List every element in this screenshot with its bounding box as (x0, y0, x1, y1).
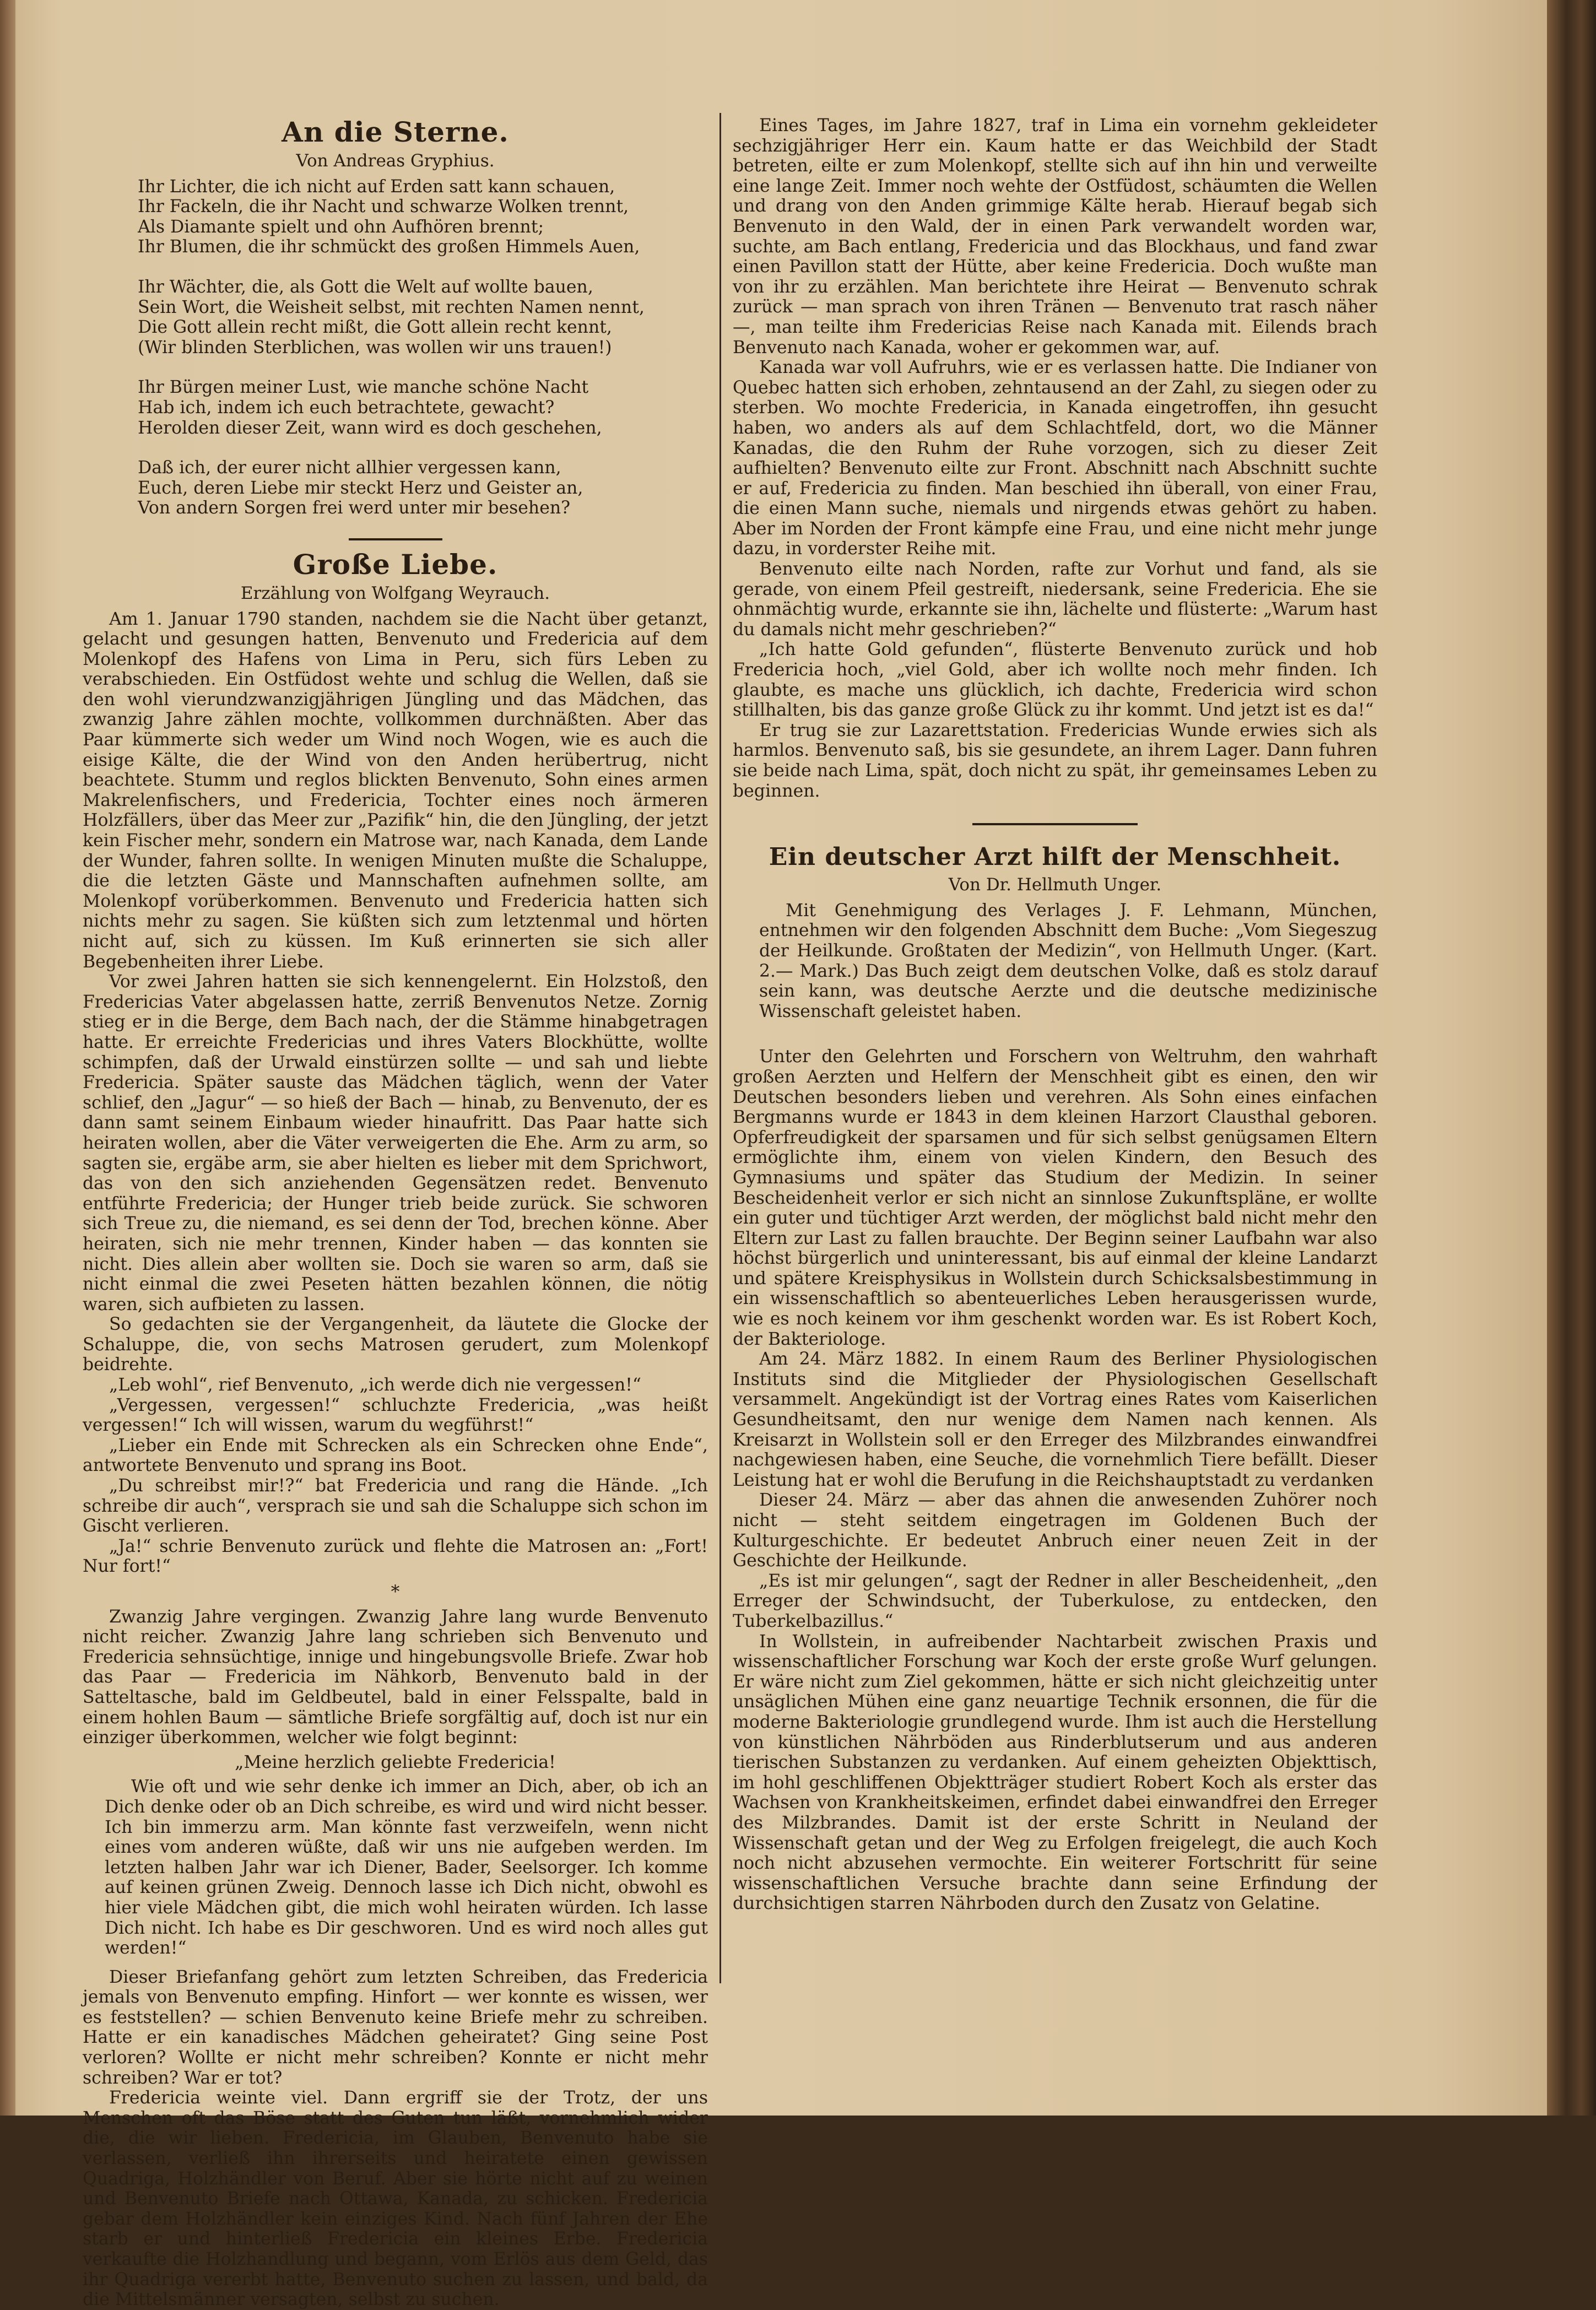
article-body (733, 1047, 1377, 1914)
poem-line: Hab ich, indem ich euch betrachtete, gewacht? (138, 397, 555, 418)
paragraph: „Es ist mir gelungen“, sagt der Redner in aller Bescheidenheit, „den Erreger der Schwindsucht, der Tuberkulose, zu entdecken, den Tuberkelbazillus.“ (733, 1571, 1377, 1631)
section-star: * (391, 1582, 400, 1602)
poem-line: Euch, deren Liebe mir steckt Herz und Geister an, (138, 478, 583, 498)
paragraph: „Vergessen, vergessen!“ schluchzte Fredericia, „was heißt vergessen!“ Ich will wissen, warum du wegführst!“ (83, 1395, 708, 1436)
story-section-b (83, 1607, 708, 1748)
poem-line: Daß ich, der eurer nicht allhier vergessen kann, (138, 458, 561, 478)
paragraph: Am 24. März 1882. In einem Raum des Berliner Physiologischen Instituts sind die Mitglieder der Physiologischen Gesellschaft versammelt. Angekündigt ist der Vortrag eines Rates vom Kaiserlichen Gesundheitsamt, den nur wenige dem Namen nach kennen. Als Kreisarzt in Wollstein soll er den Erreger des Milzbrandes einwandfrei nachgewiesen haben, eine Seuche, die vornehmlich Tiere befällt. Dieser Leistung hat er wohl die Berufung in die Reichshauptstadt zu verdanken (733, 1349, 1377, 1490)
story-continuation (733, 116, 1377, 801)
paragraph: Am 1. Januar 1790 standen, nachdem sie die Nacht über getanzt, gelacht und gesungen hatten, Benvenuto und Fredericia auf dem Molenkopf des Hafens von Lima in Peru, sich fürs Leben zu verabschieden. Ein Ostfüdost wehte und schlug die Wellen, daß sie den wohl vierundzwanzigjährigen Jüngling und das Mädchen, das zwanzig Jahre zählen mochte, vollkommen durchnäßten. Aber das Paar kümmerte sich weder um Wind noch Wogen, wie es auch die eisige Kälte, die der Wind von den Anden herübertrug, nicht beachtete. Stumm und reglos blickten Benvenuto, Sohn eines armen Makrelenfischers, und Fredericia, Tochter eines noch ärmeren Holzfällers, über das Meer zur „Pazifik“ hin, die den Jüngling, der jetzt kein Fischer mehr, sondern ein Matrose war, nach Kanada, dem Lande der Wunder, fahren sollte. In wenigen Minuten mußte die Schaluppe, die die letzten Gäste und Mannschaften aufnehmen sollte, am Molenkopf vorüberkommen. Benvenuto und Fredericia hatten sich nichts mehr zu sagen. Sie küßten sich zum letztenmal und hörten nicht auf, sich zu küssen. Im Kuß erinnerten sie sich aller Begebenheiten ihrer Liebe. (83, 609, 708, 972)
poem-stanza (138, 177, 708, 257)
right-column (733, 116, 1377, 2000)
poem-stanza (138, 458, 708, 518)
separator-rule (972, 823, 1138, 825)
poem-line: Ihr Wächter, die, als Gott die Welt auf wollte bauen, (138, 277, 593, 297)
paragraph: Er trug sie zur Lazarettstation. Fredericias Wunde erwies sich als harmlos. Benvenuto saß, bis sie gesundete, an ihrem Lager. Dann fuhren sie beide nach Lima, spät, doch nicht zu spät, ihr gemeinsames Leben zu beginnen. (733, 720, 1377, 801)
paragraph: Fredericia weinte viel. Dann ergriff sie der Trotz, der uns Menschen oft das Böse statt des Guten tun läßt, vornehmlich wider die, die wir lieben. Fredericia, im Glauben, Benvenuto habe sie verlassen, verließ ihn ihrerseits und heiratete einen gewissen Quadriga, Holzhändler von Beruf. Aber sie hörte nicht auf zu weinen und Benvenuto Briefe nach Ottawa, Kanada, zu schicken. Fredericia gebar dem Holzhändler kein einziges Kind. Nach fünf Jahren der Ehe starb er und hinterließ Fredericia ein kleines Erbe. Fredericia verkaufte die Holzhandlung und begann, vom Erlös aus dem Geld, das ihr Quadriga vererbt hatte, Benvenuto suchen zu lassen, und bald, da die Mittelsmänner versagten, selbst zu suchen. (83, 2088, 708, 2310)
poem-line: Von andern Sorgen frei werd unter mir besehen? (138, 498, 571, 518)
paragraph: Vor zwei Jahren hatten sie sich kennengelernt. Ein Holzstoß, den Fredericias Vater abgelassen hatte, zerriß Benvenutos Netze. Zornig stieg er in die Berge, dem Bach nach, der die Stämme hinabgetragen hatte. Er erreichte Fredericias und ihres Vaters Blockhütte, wollte schimpfen, daß der Urwald einstürzen sollte — und sah und liebte Fredericia. Später sauste das Mädchen täglich, wenn der Vater schlief, den „Jagur“ — so hieß der Bach — hinab, zu Benvenuto, der es dann samt seinem Einbaum wieder hinaufritt. Das Paar hatte sich heiraten wollen, aber die Väter verweigerten die Ehe. Arm zu arm, so sagten sie, ergäbe arm, sie aber hielten es lieber mit dem Sprichwort, das von den sich anziehenden Gegensätzen redet. Benvenuto entführte Fredericia; der Hunger trieb beide zurück. Sie schworen sich Treue zu, die niemand, es sei denn der Tod, brechen könne. Aber heiraten, sich nie mehr trennen, Kinder haben — das konnten sie nicht. Dies allein aber wollten sie. Doch sie waren so arm, daß sie nicht einmal die zwei Peseten hätten bezahlen können, die nötig waren, sich aufbieten zu lassen. (83, 972, 708, 1314)
poem-stanza (138, 277, 708, 358)
poem-line: Herolden dieser Zeit, wann wird es doch geschehen, (138, 418, 602, 438)
paragraph: „Du schreibst mir!?“ bat Fredericia und rang die Hände. „Ich schreibe dir auch“, versprach sie und sah die Schaluppe sich schon im Gischt verlieren. (83, 1476, 708, 1537)
separator-rule (349, 538, 442, 540)
poem-stanza (138, 377, 708, 438)
paragraph: In Wollstein, in aufreibender Nachtarbeit zwischen Praxis und wissenschaftlicher Forschung war Koch der erste große Wurf gelungen. Er wäre nicht zum Ziel gekommen, hätte er sich nicht gleichzeitig unter unsäglichen Mühen eine ganz neuartige Technik ersonnen, die für die moderne Bakteriologie grundlegend wurde. Ihm ist auch die Herstellung von künstlichen Nährböden aus Rinderblutserum und aus anderen tierischen Substanzen zu verdanken. Auf einem geheizten Objekttisch, im hohl geschliffenen Objektträger studiert Robert Koch als erster das Wachsen von Krankheitskeimen, erfindet dabei einwandfrei den Erreger des Milzbrandes. Damit ist der erste Schritt in Neuland der Wissenschaft getan und der Weg zu Erfolgen freigelegt, die auch Koch noch nicht abzusehen vermochte. Ein weiterer Fortschritt für seine wissenschaftlichen Versuche brachte dann seine Erfindung der durchsichtigen starren Nährboden durch den Zusatz von Gelatine. (733, 1631, 1377, 1914)
poem-line: Als Diamante spielt und ohn Aufhören brennt; (138, 217, 544, 237)
poem-body (83, 177, 708, 518)
poem-author: Von Andreas Gryphius. (296, 151, 495, 171)
story-title: Große Liebe. (293, 548, 498, 581)
paragraph: So gedachten sie der Vergangenheit, da läutete die Glocke der Schaluppe, die, von sechs Matrosen gerudert, zum Molenkopf beidrehte. (83, 1314, 708, 1375)
paragraph: „Lieber ein Ende mit Schrecken als ein Schrecken ohne Ende“, antwortete Benvenuto und sprang ins Boot. (83, 1435, 708, 1476)
paragraph: „Ich hatte Gold gefunden“, flüsterte Benvenuto zurück und hob Fredericia hoch, „viel Gold, aber ich wollte noch mehr finden. Ich glaubte, es mache uns glücklich, ich dachte, Fredericia wird schon stillhalten, bis das ganze große Glück zu ihr kommt. Und jetzt ist es da!“ (733, 640, 1377, 721)
article-byline: Von Dr. Hellmuth Unger. (948, 875, 1162, 895)
book-spine (1547, 0, 1596, 2116)
article-title: Ein deutscher Arzt hilft der Menschheit. (769, 843, 1341, 872)
article-intro: Mit Genehmigung des Verlages J. F. Lehmann, München, entnehmen wir den folgenden Abschnitt dem Buche: „Vom Siegeszug der Heilkunde. Großtaten der Medizin“, von Hellmuth Unger. (Kart. 2.— Mark.) Das Buch zeigt dem deutschen Volke, daß es stolz darauf sein kann, was deutsche Aerzte und die deutsche medizinische Wissenschaft geleistet haben. (759, 900, 1377, 1021)
paragraph: Unter den Gelehrten und Forschern von Weltruhm, den wahrhaft großen Aerzten und Helfern der Menschheit gibt es einen, den wir Deutschen besonders lieben und verehren. Als Sohn eines einfachen Bergmanns wurde er 1843 in dem kleinen Harzort Clausthal geboren. Opferfreudigkeit der sparsamen und für sich selbst genügsamen Eltern ermöglichte ihm, einem von vielen Kindern, den Besuch des Gymnasiums und später das Studium der Medizin. In seiner Bescheidenheit verlor er sich nicht an sinnlose Zukunftspläne, er wollte ein guter und tüchtiger Arzt werden, der möglichst bald nicht mehr den Eltern zur Last zu fallen brauchte. Der Beginn seiner Laufbahn war also höchst bürgerlich und uninteressant, bis auf einmal der kleine Landarzt und spätere Kreisphysikus in Wollstein durch Schicksalsbestimmung in ein wissenschaftlich so abenteuerliches Leben herausgerissen wurde, wie es noch keinem vor ihm geschenkt worden war. Es ist Robert Koch, der Bakteriologe. (733, 1047, 1377, 1349)
letter-body: Wie oft und wie sehr denke ich immer an Dich, aber, ob ich an Dich denke oder ob an Dich schreibe, es wird und wird nicht besser. Ich bin immerzu arm. Man könnte fast verzweifeln, wenn nicht eines vom anderen wüßte, daß wir uns nie aufgeben werden. Im letzten halben Jahr war ich Diener, Bader, Seelsorger. Ich komme auf keinen grünen Zweig. Dennoch lasse ich Dich nicht, obwohl es hier viele Mädchen gibt, die mich wohl heiraten würden. Ich lasse Dich nicht. Ich habe es Dir geschworen. Und es wird noch alles gut werden!“ (105, 1777, 708, 1959)
paragraph: „Leb wohl“, rief Benvenuto, „ich werde dich nie vergessen!“ (109, 1375, 641, 1395)
poem-line: (Wir blinden Sterblichen, was wollen wir uns trauen!) (138, 337, 612, 358)
poem-line: Ihr Lichter, die ich nicht auf Erden satt kann schauen, (138, 176, 615, 197)
paragraph: Dieser 24. März — aber das ahnen die anwesenden Zuhörer noch nicht — steht seitdem eingetragen im Goldenen Buch der Kulturgeschichte. Er bedeutet Anbruch einer neuen Zeit in der Geschichte der Heilkunde. (733, 1490, 1377, 1571)
letter-salutation: „Meine herzlich geliebte Fredericia! (235, 1752, 556, 1772)
poem-line: Ihr Bürgen meiner Lust, wie manche schöne Nacht (138, 377, 589, 398)
paragraph: Zwanzig Jahre vergingen. Zwanzig Jahre lang wurde Benvenuto nicht reicher. Zwanzig Jahre lang schrieben sich Benvenuto und Fredericia sehnsüchtige, innige und hingebungsvolle Briefe. Zwar hob das Paar — Fredericia im Nähkorb, Benvenuto bald in der Satteltasche, bald im Geldbeutel, bald in einer Felsspalte, bald in einem hohlen Baum — sämtliche Briefe sorgfältig auf, doch ist nur ein einziger überkommen, welcher wie folgt beginnt: (83, 1606, 708, 1748)
poem-line: Ihr Fackeln, die ihr Nacht und schwarze Wolken trennt, (138, 197, 629, 217)
paragraph: Kanada war voll Aufruhrs, wie er es verlassen hatte. Die Indianer von Quebec hatten sich erhoben, zehntausend an der Zahl, zu siegen oder zu sterben. Wo mochte Fredericia, in Kanada eingetroffen, ihn gesucht haben, wo anders als auf dem Schlachtfeld, dort, wo die Männer Kanadas, die den Ruhm der Ruhe vorzogen, sich zu dieser Zeit aufhielten? Benvenuto eilte zur Front. Abschnitt nach Abschnitt suchte er auf, Fredericia zu finden. Man beschied ihn überall, von einer Frau, die einen Mann suche, niemals und nirgends etwas gehört zu haben. Aber im Norden der Front kämpfe eine Frau, und eine nicht mehr junge dazu, in vorderster Reihe mit. (733, 358, 1377, 559)
left-column (83, 116, 708, 2310)
poem-title: An die Sterne. (282, 116, 509, 148)
poem-line: Sein Wort, die Weisheit selbst, mit rechten Namen nennt, (138, 297, 645, 317)
column-rule (719, 113, 721, 1983)
book-gutter (0, 0, 15, 2116)
story-byline: Erzählung von Wolfgang Weyrauch. (240, 583, 550, 603)
paragraph: „Ja!“ schrie Benvenuto zurück und flehte die Matrosen an: „Fort! Nur fort!“ (83, 1536, 708, 1577)
paragraph: Eines Tages, im Jahre 1827, traf in Lima ein vornehm gekleideter sechzigjähriger Herr ein. Kaum hatte er das Weichbild der Stadt betreten, eilte er zum Molenkopf, stellte sich auf ihn hin und verweilte eine lange Zeit. Immer noch wehte der Ostfüdost, schäumten die Wellen und drang von den Anden grimmige Kälte herab. Hierauf begab sich Benvenuto in den Wald, der in einen Park verwandelt worden war, suchte, am Bach entlang, Fredericia und das Blockhaus, und fand zwar einen Pavillon statt der Hütte, aber keine Fredericia. Doch wußte man von ihr zu erzählen. Man berichtete ihre Heirat — Benvenuto schrak zurück — man sprach von ihren Tränen — Benvenuto trat rasch näher —, man teilte ihm Fredericias Reise nach Kanada mit. Eilends brach Benvenuto nach Kanada, woher er gekommen war, auf. (733, 116, 1377, 358)
paragraph: Benvenuto eilte nach Norden, rafte zur Vorhut und fand, als sie gerade, von einem Pfeil gestreift, niedersank, seine Fredericia. Ehe sie ohnmächtig wurde, erkannte sie ihn, lächelte und flüsterte: „Warum hast du damals nicht mehr geschrieben?“ (733, 559, 1377, 640)
poem-line: Ihr Blumen, die ihr schmückt des großen Himmels Auen, (138, 237, 640, 257)
story-section-c (83, 1967, 708, 2310)
poem-line: Die Gott allein recht mißt, die Gott allein recht kennt, (138, 317, 612, 338)
paragraph: Dieser Briefanfang gehört zum letzten Schreiben, das Fredericia jemals von Benvenuto empfing. Hinfort — wer konnte es wissen, wer es feststellen? — schien Benvenuto keine Briefe mehr zu schreiben. Hatte er ein kanadisches Mädchen geheiratet? Ging seine Post verloren? Wollte er nicht mehr schreiben? Konnte er nicht mehr schreiben? War er tot? (83, 1967, 708, 2088)
story-section-a (83, 609, 708, 1577)
